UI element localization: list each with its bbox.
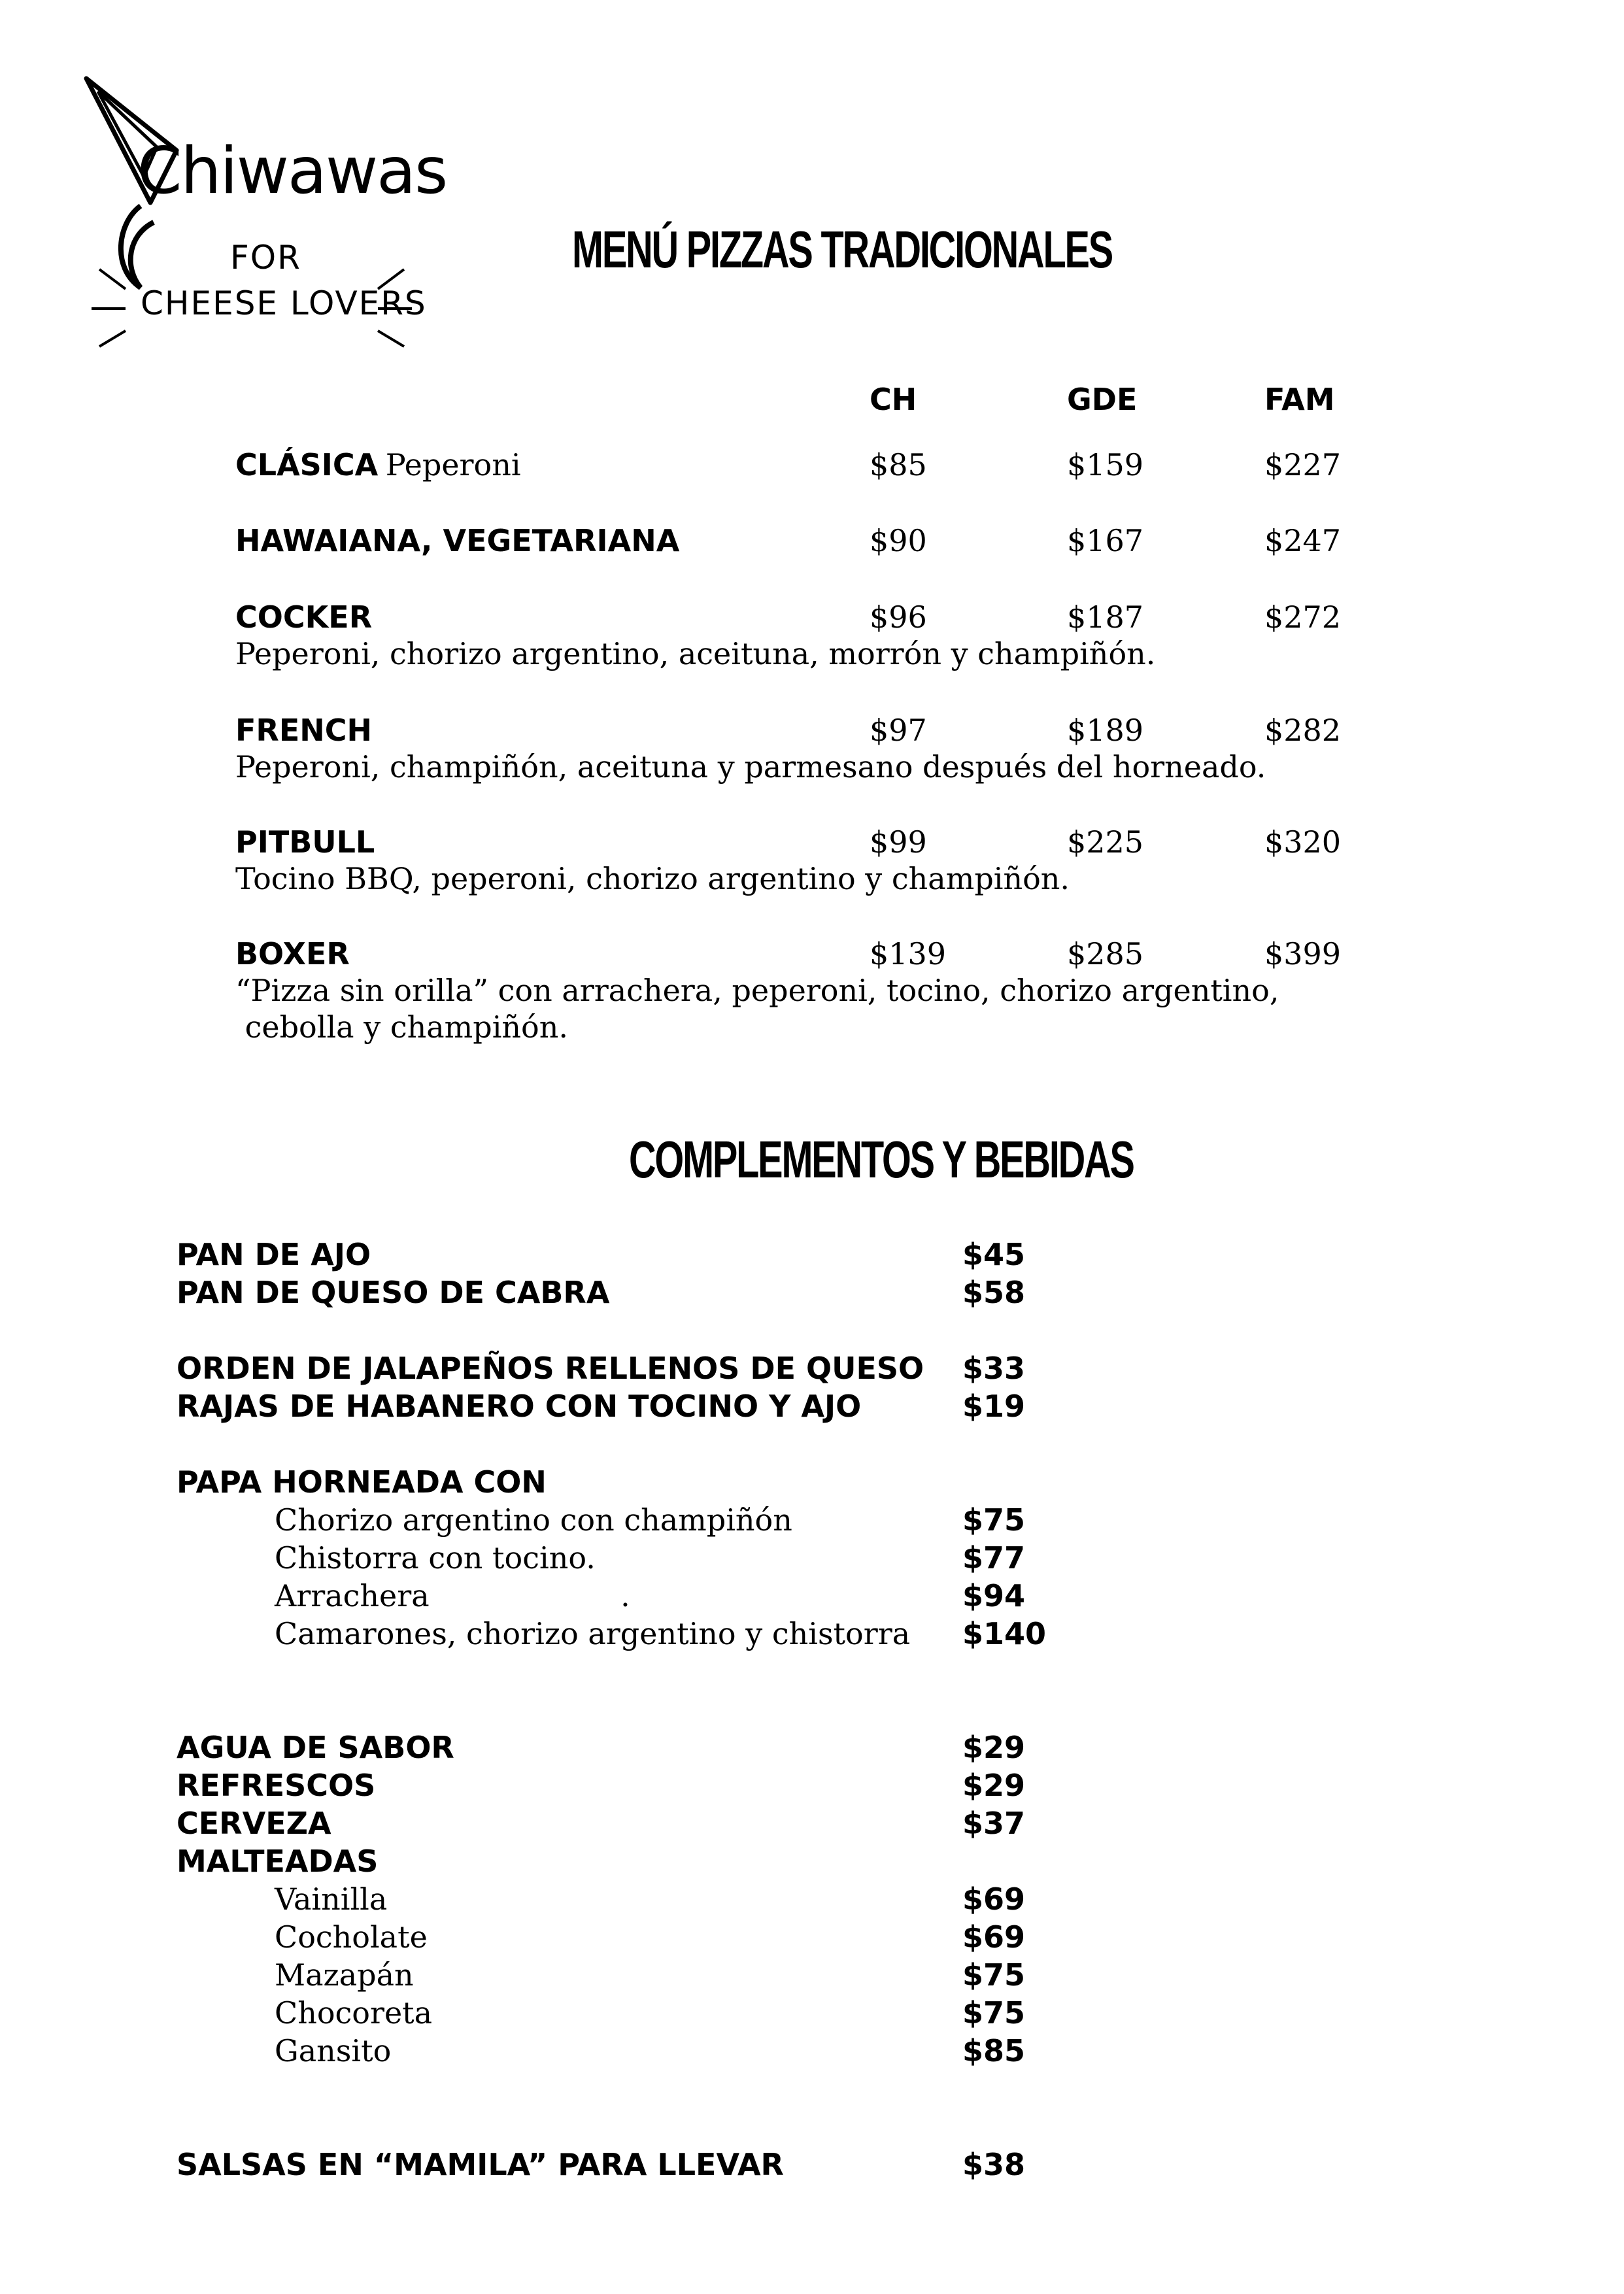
menu-item-label: AGUA DE SABOR [177, 1730, 454, 1765]
menu-subitem-label: Chocoreta [275, 1995, 433, 2031]
menu-item-label: PAN DE QUESO DE CABRA [177, 1275, 610, 1310]
menu-item-label: MALTEADAS [177, 1844, 379, 1879]
logo-for: FOR [230, 239, 301, 277]
menu-item-label: RAJAS DE HABANERO CON TOCINO Y AJO [177, 1389, 862, 1424]
menu-item-label: SALSAS EN “MAMILA” PARA LLEVAR [177, 2147, 784, 2182]
pizza-price: $227 [1264, 447, 1342, 482]
pizza-item [235, 522, 679, 560]
pizza-price: $272 [1264, 599, 1342, 635]
pizza-name: CLÁSICA [235, 447, 379, 482]
pizza-price: $167 [1067, 523, 1144, 558]
size-header-ch: CH [870, 382, 917, 417]
pizza-price: $85 [870, 447, 927, 482]
pizza-item [235, 936, 350, 973]
size-header-fam: FAM [1264, 382, 1335, 417]
pizza-price: $90 [870, 523, 927, 558]
pizza-description: “Pizza sin orilla” con arrachera, peperoni, tocino, chorizo argentino, [235, 973, 1279, 1008]
pizza-description: Peperoni, chorizo argentino, aceituna, morrón y champiñón. [235, 636, 1156, 671]
menu-subitem-label: Camarones, chorizo argentino y chistorra [275, 1616, 911, 1651]
menu-subitem-label: Chistorra con tocino. [275, 1540, 596, 1576]
pizza-price: $99 [870, 824, 927, 860]
menu-item-price: $77 [962, 1540, 1026, 1576]
menu-item-price: $58 [962, 1275, 1026, 1310]
menu-item-label: CERVEZA [177, 1806, 331, 1841]
pizza-price: $187 [1067, 599, 1144, 635]
pizza-item [235, 599, 372, 636]
menu-item-price: $37 [962, 1806, 1026, 1841]
pizza-description: Peperoni, champiñón, aceituna y parmesano después del horneado. [235, 749, 1266, 784]
menu-item-price: $69 [962, 1919, 1026, 1955]
menu-item-label: PAPA HORNEADA CON [177, 1464, 547, 1500]
pizza-price: $320 [1264, 824, 1342, 860]
pizza-price: $159 [1067, 447, 1144, 482]
pizza-name: PITBULL [235, 824, 375, 860]
menu-item-price: $29 [962, 1730, 1026, 1765]
menu-item-price: $94 [962, 1578, 1026, 1613]
pizza-item [235, 824, 375, 861]
menu-item-price: $85 [962, 2033, 1026, 2068]
menu-item-price: $75 [962, 1502, 1026, 1538]
pizza-price: $399 [1264, 936, 1342, 971]
size-header-gde: GDE [1067, 382, 1138, 417]
menu-item-label: PAN DE AJO [177, 1237, 371, 1272]
menu-subitem-label: Cocholate [275, 1919, 428, 1955]
pizzas-heading: MENÚ PIZZAS TRADICIONALES [572, 220, 1113, 278]
menu-item-price: $29 [962, 1768, 1026, 1803]
pizza-item [235, 712, 372, 749]
pizza-price: $189 [1067, 713, 1144, 748]
logo-cheese-lovers: CHEESE LOVERS [141, 284, 427, 322]
menu-item-price: $75 [962, 1995, 1026, 2031]
complementos-heading: COMPLEMENTOS Y BEBIDAS [629, 1130, 1134, 1189]
menu-item-price: $69 [962, 1881, 1026, 1917]
pizza-price: $97 [870, 713, 927, 748]
pizza-description: Tocino BBQ, peperoni, chorizo argentino y champiñón. [235, 861, 1070, 896]
pizza-name: HAWAIANA, VEGETARIANA [235, 523, 680, 558]
menu-item-label: ORDEN DE JALAPEÑOS RELLENOS DE QUESO [177, 1351, 924, 1386]
pizza-price: $285 [1067, 936, 1144, 971]
pizza-price: $225 [1067, 824, 1144, 860]
menu-item-price: $38 [962, 2147, 1026, 2182]
menu-subitem-label: Gansito [275, 2033, 392, 2068]
menu-item-price: $33 [962, 1351, 1026, 1386]
pizza-price: $247 [1264, 523, 1342, 558]
pizza-description: cebolla y champiñón. [235, 1009, 568, 1045]
pizza-price: $96 [870, 599, 927, 635]
menu-item-price: $75 [962, 1957, 1026, 1993]
pizza-name: COCKER [235, 599, 373, 635]
menu-item-price: $45 [962, 1237, 1026, 1272]
menu-item-price: $19 [962, 1389, 1026, 1424]
pizza-name: BOXER [235, 936, 350, 971]
pizza-name: FRENCH [235, 713, 373, 748]
menu-subitem-label: Vainilla [275, 1881, 388, 1917]
menu-subitem-label: Mazapán [275, 1957, 414, 1993]
logo-brand: Chiwawas [137, 134, 447, 209]
menu-subitem-label: Arrachera . [275, 1578, 630, 1613]
pizza-item [235, 447, 521, 484]
menu-item-price: $140 [962, 1616, 1047, 1651]
pizza-price: $282 [1264, 713, 1342, 748]
menu-subitem-label: Chorizo argentino con champiñón [275, 1502, 792, 1538]
pizza-inline-desc: Peperoni [385, 447, 521, 482]
logo [78, 72, 445, 360]
menu-item-label: REFRESCOS [177, 1768, 376, 1803]
pizza-price: $139 [870, 936, 947, 971]
